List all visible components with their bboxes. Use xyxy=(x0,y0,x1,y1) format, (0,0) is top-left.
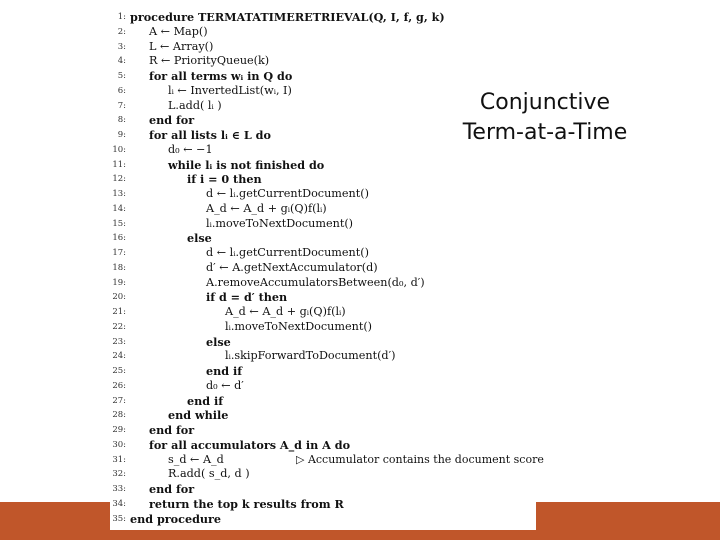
line-code: end for xyxy=(149,482,195,496)
line-number: 34: xyxy=(112,498,126,509)
line-code: for all lists lᵢ ∈ L do xyxy=(149,128,271,142)
line-code: d₀ ← −1 xyxy=(168,142,213,156)
algorithm-line xyxy=(110,438,350,453)
line-code: lᵢ ← InvertedList(wᵢ, I) xyxy=(168,83,292,97)
line-number: 1: xyxy=(117,12,126,22)
algorithm-line xyxy=(110,69,292,84)
line-number: 14: xyxy=(112,203,126,214)
line-code: lᵢ.skipForwardToDocument(d′) xyxy=(225,349,396,363)
line-code: d′ ← A.getNextAccumulator(d) xyxy=(206,260,378,274)
line-number: 24: xyxy=(112,351,126,362)
algorithm-line xyxy=(110,349,396,364)
algorithm-line xyxy=(110,512,221,527)
algorithm-line xyxy=(110,40,213,55)
algorithm-line xyxy=(110,231,212,246)
line-number: 15: xyxy=(112,218,126,229)
line-code: A_d ← A_d + gᵢ(Q)f(lᵢ) xyxy=(225,305,346,318)
algorithm-line xyxy=(110,261,378,276)
line-code: procedure TERMATATIMERETRIEVAL(Q, I, f, g, k) xyxy=(130,10,445,24)
algorithm-line xyxy=(110,305,346,320)
line-number: 2: xyxy=(117,26,126,37)
line-number: 28: xyxy=(112,410,126,421)
line-number: 23: xyxy=(112,336,126,347)
line-number: 16: xyxy=(112,233,126,244)
algorithm-line xyxy=(110,276,425,291)
algorithm-line xyxy=(110,452,544,468)
slide-title xyxy=(440,88,650,148)
line-number: 6: xyxy=(117,85,126,96)
line-code: lᵢ.moveToNextDocument() xyxy=(206,216,354,230)
line-number: 21: xyxy=(112,307,126,317)
line-number: 33: xyxy=(112,484,126,494)
line-number: 19: xyxy=(112,277,126,288)
line-number: 25: xyxy=(112,366,126,376)
algorithm-line xyxy=(110,143,213,158)
algorithm-line xyxy=(110,364,242,379)
line-code: end for xyxy=(149,113,195,128)
algorithm-line xyxy=(110,379,244,394)
line-number: 27: xyxy=(112,395,126,406)
line-code: else xyxy=(187,231,212,246)
line-number: 8: xyxy=(117,115,126,126)
line-number: 3: xyxy=(117,41,126,52)
algorithm-line xyxy=(110,99,222,114)
algorithm-line xyxy=(110,320,372,335)
algorithm-line xyxy=(110,290,287,305)
algorithm-line xyxy=(110,335,231,350)
line-code: end if xyxy=(206,364,243,378)
line-code: lᵢ.moveToNextDocument() xyxy=(225,319,373,333)
line-code: while lᵢ is not finished do xyxy=(168,157,325,172)
algorithm-line xyxy=(110,246,369,261)
line-code: end procedure xyxy=(130,511,222,526)
line-code: end for xyxy=(149,423,195,437)
line-number: 5: xyxy=(117,71,126,81)
line-number: 22: xyxy=(112,321,126,332)
algorithm-line xyxy=(110,202,327,217)
algorithm-line xyxy=(110,25,208,40)
line-number: 26: xyxy=(112,380,126,391)
line-number: 20: xyxy=(112,292,126,303)
line-code: end while xyxy=(168,408,229,423)
slide-title-line-2: Term-at-a-Time xyxy=(462,120,628,145)
algorithm-line xyxy=(110,10,445,25)
line-code: else xyxy=(206,334,231,349)
line-number: 18: xyxy=(112,262,126,273)
line-code: d₀ ← d′ xyxy=(206,378,244,392)
algorithm-line xyxy=(110,482,194,497)
line-number: 12: xyxy=(112,174,126,185)
line-code: return the top k results from R xyxy=(149,496,344,511)
algorithm-line xyxy=(110,408,228,423)
algorithm-listing xyxy=(110,8,544,530)
line-number: 35: xyxy=(112,513,126,524)
algorithm-line xyxy=(110,467,250,482)
line-code: R.add( s_d, d ) xyxy=(168,467,250,481)
line-comment: ▷ Accumulator contains the document score xyxy=(296,452,544,466)
line-code: A.removeAccumulatorsBetween(d₀, d′) xyxy=(206,275,425,289)
algorithm-line xyxy=(110,54,269,69)
line-number: 7: xyxy=(117,100,126,111)
line-code: end if xyxy=(187,393,224,408)
line-code: s_d ← A_d xyxy=(168,452,224,466)
line-code: L ← Array() xyxy=(149,39,214,53)
algorithm-line xyxy=(110,187,369,202)
algorithm-line xyxy=(110,394,223,409)
line-code: if i = 0 then xyxy=(187,172,262,187)
line-number: 17: xyxy=(112,248,126,258)
line-number: 29: xyxy=(112,425,126,435)
slide-title-line-1: Conjunctive xyxy=(479,90,611,115)
line-number: 10: xyxy=(112,144,126,155)
line-code: A ← Map() xyxy=(149,24,208,38)
line-code: A_d ← A_d + gᵢ(Q)f(lᵢ) xyxy=(206,201,327,215)
algorithm-line xyxy=(110,423,194,438)
line-code: R ← PriorityQueue(k) xyxy=(149,54,270,68)
algorithm-line xyxy=(110,128,271,143)
line-number: 13: xyxy=(112,189,126,199)
line-number: 4: xyxy=(117,56,126,67)
algorithm-line xyxy=(110,497,344,512)
line-number: 9: xyxy=(117,130,126,140)
line-number: 30: xyxy=(112,439,126,450)
line-code: d ← lᵢ.getCurrentDocument() xyxy=(206,246,369,259)
algorithm-line xyxy=(110,158,324,173)
line-code: if d = d′ then xyxy=(206,290,288,305)
algorithm-line xyxy=(110,217,353,232)
line-code: L.add( lᵢ ) xyxy=(168,98,222,112)
line-code: d ← lᵢ.getCurrentDocument() xyxy=(206,187,369,200)
algorithm-line xyxy=(110,113,194,128)
line-number: 31: xyxy=(112,454,126,465)
line-code: for all terms wᵢ in Q do xyxy=(149,69,293,83)
line-code: for all accumulators A_d in A do xyxy=(149,437,351,452)
line-number: 11: xyxy=(112,159,126,170)
algorithm-line xyxy=(110,84,292,99)
line-number: 32: xyxy=(112,469,126,480)
algorithm-line xyxy=(110,172,262,187)
